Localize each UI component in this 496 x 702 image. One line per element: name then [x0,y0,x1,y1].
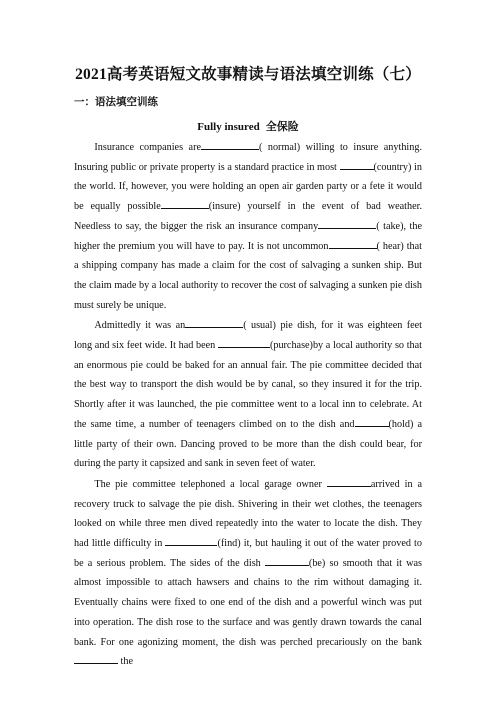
answer-blank-2[interactable] [340,159,374,170]
text-run: ( normal) willing to insure anything. Insuring public or private property is a standard practice in most [74,142,422,173]
text-run: ( take), the higher the premium you will have to pay. It is not uncommon [74,220,423,252]
text-run: (purchase)by a local authority so that an enormous pie could be baked for an annual fair. The pie committee decided that the best way to transport the dish would be by canal, so they insured it for the trip. Shortly after it was launched, the pie committee went to a local inn to celebrate. At the same time, a number of teenagers climbed on to the dish and [74,340,422,430]
text-run: (hold) a little party of their own. Dancing proved to be more than the dish could bear, for during the party it capsized and sank in seven feet of water. [74,418,423,470]
text-run: (country) in the world. If, however, you were holding an open air garden party or a fete it would be equally possible [74,161,422,213]
answer-blank-4[interactable] [318,218,376,229]
text-run: (be) so smooth that it was almost impossible to attach hawsers and chains to the rim without damaging it. Eventually chains were fixed to one end of the dish and a powerful winch was put into operation. The dish rose to the surface and was gently drawn towards the canal bank. For one agonizing moment, the dish was perched precariously on the bank [74,557,422,648]
text-run: The pie committee telephoned a local garage owner [94,478,327,490]
text-run: (find) it, but hauling it out of the water proved to be a serious problem. The sides of the dish [74,538,422,569]
answer-blank-8[interactable] [355,416,389,427]
paragraph-3 [74,475,422,672]
answer-blank-9[interactable] [327,476,371,487]
passage-body [74,138,422,673]
text-run: the [118,656,133,668]
text-run: Admittedly it was an [94,320,186,332]
answer-blank-5[interactable] [329,238,377,249]
passage-title-en: Fully insured [197,121,260,133]
answer-blank-12[interactable] [74,653,118,664]
paragraph-1 [74,138,422,315]
answer-blank-10[interactable] [165,535,217,546]
answer-blank-1[interactable] [201,139,259,150]
answer-blank-7[interactable] [218,337,270,348]
text-run: Insurance companies are [94,142,201,153]
document-title: 2021高考英语短文故事精读与语法填空训练（七） [75,66,421,83]
text-run: arrived in a recovery truck to salvage the pie dish. Shivering in their wet clothes, the teenagers looked on while three men dived repeatedly into the water to locate the dish. They had little difficulty in [74,478,423,550]
passage-title-cn: 全保险 [265,121,299,133]
answer-blank-3[interactable] [161,198,209,209]
answer-blank-11[interactable] [265,555,309,566]
section-heading: 一：语法填空训练 [74,97,158,108]
answer-blank-6[interactable] [185,317,243,328]
text-run: ( usual) pie dish, for it was eighteen feet long and six feet wide. It had been [74,320,422,352]
passage-title [0,118,496,134]
text-run: (insure) yourself in the event of bad weather. Needless to say, the bigger the risk an insurance company [74,201,422,232]
paragraph-2 [74,316,422,474]
text-run: ( hear) that a shipping company has made a claim for the cost of salvaging a sunken ship. But the claim made by a local authority to recover the cost of salvaging a sunken pie dish must surely be unique. [74,240,422,311]
